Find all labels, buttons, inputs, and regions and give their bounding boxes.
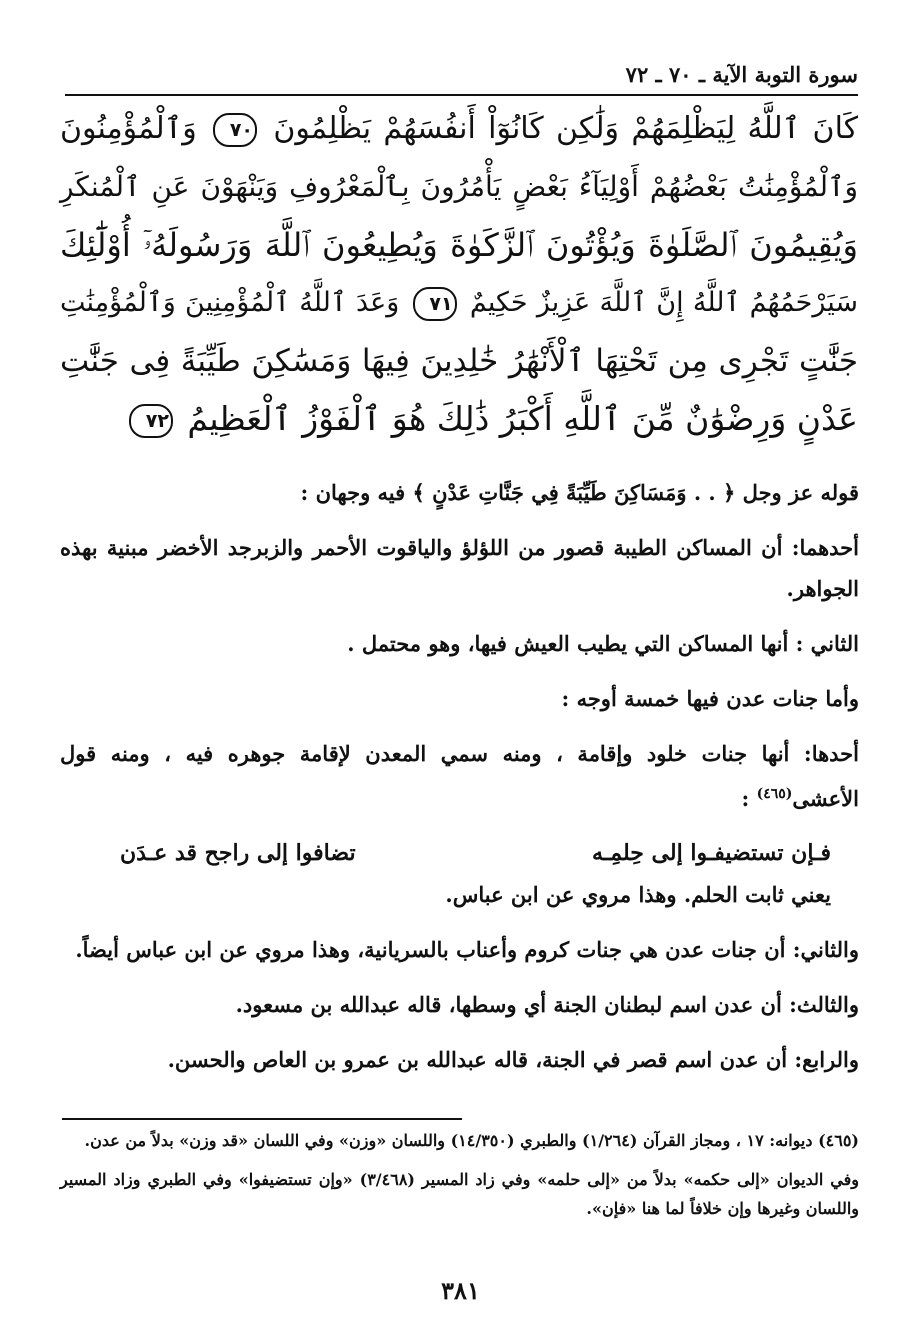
page-header — [65, 50, 858, 90]
footnote-reference: (٤٦٥) — [756, 786, 793, 802]
running-title: سورة التوبة الآية ـ ٧٠ ـ ٧٢ — [625, 62, 858, 87]
paragraph: قوله عز وجل ﴿ . . وَمَسَاكِنَ طَيِّبَةً فِي جَنَّاتِ عَدْنٍ ﴾ فيه وجهان : — [300, 480, 859, 505]
verse-line-3 — [60, 216, 858, 274]
footnote: (٤٦٥) ديوانه: ١٧ ، ومجاز القرآن (١/٢٦٤) والطبري (١٤/٣٥٠) واللسان «وزن» وفي اللسان «قد وزن» بدلاً من عدن. — [84, 1131, 859, 1150]
paragraph-text: أحدها: أنها جنات خلود وإقامة ، ومنه سمي المعدن لإقامة جوهره فيه ، ومنه قول الأعشى — [60, 741, 859, 811]
paragraph: أحدهما: أن المساكن الطيبة قصور من اللؤلؤ والياقوت الأحمر والزبرجد الأخضر مبنية بهذه الجواهر. — [60, 535, 859, 601]
poem-verse — [120, 833, 831, 874]
commentary-body — [60, 472, 859, 1080]
paragraph: الثاني : أنها المساكن التي يطيب العيش فيها، وهو محتمل . — [347, 631, 859, 656]
ayah-number-marker: ٧٢ — [129, 404, 173, 438]
verse-text: وَٱلْمُؤْمِنُونَ — [60, 111, 197, 146]
verse-text: عَدْنٍ وَرِضْوَٰنٌ مِّنَ ٱللَّهِ أَكْبَرُ ذَٰلِكَ هُوَ ٱلْفَوْزُ ٱلْعَظِيمُ — [187, 399, 858, 438]
poem-first-hemistich: فـإن تستضيفـوا إلى حِلمِـه — [592, 840, 831, 866]
verse-text: سَيَرْحَمُهُمُ ٱللَّهُ إِنَّ ٱللَّهَ عَزِيزٌ حَكِيمٌ — [469, 287, 858, 318]
ayah-number-marker: ٧٠ — [213, 113, 257, 147]
verse-line-1 — [60, 100, 858, 158]
verse-text: كَانَ ٱللَّهُ لِيَظْلِمَهُمْ وَلَٰكِن كَانُوٓاْ أَنفُسَهُمْ يَظْلِمُونَ — [273, 111, 858, 146]
paragraph: وأما جنات عدن فيها خمسة أوجه : — [561, 686, 859, 711]
footnotes-block — [60, 1126, 859, 1223]
footnote: وفي الديوان «إلى حكمه» بدلاً من «إلى حلمه» وفي زاد المسير (٣/٤٦٨) «وإن تستضيفوا» وفي الطبري وزاد المسير واللسان وغيرها وإن خلافاً لما هنا «فإن». — [60, 1170, 859, 1218]
paragraph: والرابع: أن عدن اسم قصر في الجنة، قاله عبدالله بن عمرو بن العاص والحسن. — [167, 1047, 859, 1072]
verse-line-4 — [60, 274, 858, 332]
page-number: ٣٨١ — [441, 1276, 480, 1305]
paragraph — [60, 733, 859, 819]
header-rule — [65, 94, 858, 96]
paragraph: والثالث: أن عدن اسم لبطنان الجنة أي وسطها، قاله عبدالله بن مسعود. — [235, 992, 859, 1017]
paragraph: يعني ثابت الحلم. وهذا مروي عن ابن عباس. — [445, 882, 831, 907]
verse-line-5 — [60, 332, 858, 390]
verse-line-2 — [60, 158, 858, 216]
paragraph: والثاني: أن جنات عدن هي جنات كروم وأعناب بالسريانية، وهذا مروي عن ابن عباس أيضاً. — [75, 937, 859, 962]
verse-text: وَٱلْمُؤْمِنَٰتُ بَعْضُهُمْ أَوْلِيَآءُ بَعْضٍ يَأْمُرُونَ بِٱلْمَعْرُوفِ وَيَنْهَوْنَ عَنِ ٱلْمُنكَرِ — [60, 170, 858, 203]
verse-text: وَيُقِيمُونَ ٱلصَّلَوٰةَ وَيُؤْتُونَ ٱلزَّكَوٰةَ وَيُطِيعُونَ ٱللَّهَ وَرَسُولَهُۥٓ أُوْلَٰٓئِكَ — [60, 226, 858, 264]
poem-second-hemistich: تضافوا إلى راجح قد عـدَن — [120, 840, 356, 866]
ayah-number-marker: ٧١ — [413, 287, 457, 321]
footnote-rule — [62, 1118, 462, 1120]
quran-verses-block — [60, 100, 858, 448]
verse-text: وَعَدَ ٱللَّهُ ٱلْمُؤْمِنِينَ وَٱلْمُؤْمِنَٰتِ — [60, 287, 400, 318]
verse-line-6 — [60, 390, 858, 448]
verse-text: جَنَّٰتٍ تَجْرِى مِن تَحْتِهَا ٱلْأَنْهَٰرُ خَٰلِدِينَ فِيهَا وَمَسَٰكِنَ طَيِّبَةً فِى جَنَّٰتِ — [60, 343, 858, 379]
paragraph-end: : — [741, 786, 750, 811]
